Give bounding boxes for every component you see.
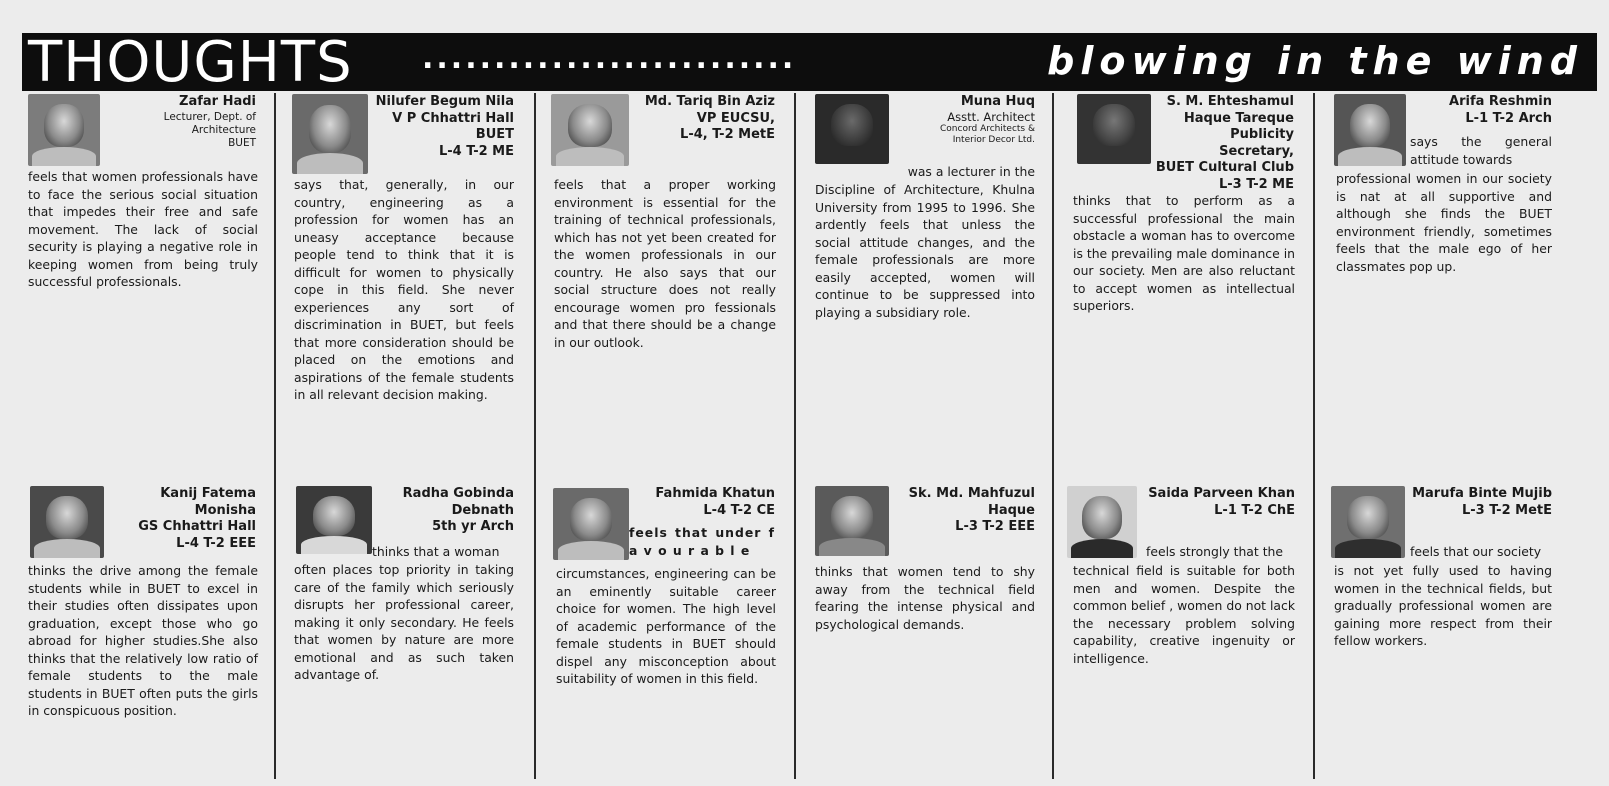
portrait-photo bbox=[1331, 486, 1405, 558]
column-divider bbox=[534, 93, 536, 779]
profile-lead: thinks that a woman bbox=[372, 544, 500, 559]
profile-role: BUET Cultural Club bbox=[1155, 160, 1294, 175]
profile-name: Radha Gobinda bbox=[402, 486, 514, 501]
profile-quote: technical field is suitable for both men and women. Despite the common belief , women do not lack the necessary problem solving capability, creative ingenuity or intelligence. bbox=[1073, 563, 1295, 666]
portrait-photo bbox=[1077, 94, 1151, 164]
profile-lead: feels that under f a v o u r a b l e bbox=[629, 525, 775, 558]
profile-quote: feels that women professionals have to face the serious social situation that impedes their free and safe movement. The lack of social security is playing a negative role in keeping women from being truly successful professionals. bbox=[28, 169, 258, 289]
profile-name: Muna Huq bbox=[960, 94, 1035, 109]
profile-quote: circumstances, engineering can be an eminently suitable career choice for women. The high level of academic performance of the female students in BUET should dispel any misconception about suitability of women in this field. bbox=[556, 566, 776, 686]
profile-quote: says that, generally, in our country, engineering as a profession for women has an uneasy acceptance because people tend to think that it is difficult for women to physically cope in this field. She never experiences any sort of discrimination in BUET, but feels that more consideration should be placed on the emotions and aspirations of the female students in all relevant decision making. bbox=[294, 177, 514, 402]
profile-name: Saida Parveen Khan bbox=[1148, 486, 1295, 501]
profile-quote: professional women in our society is nat at all supportive and although she finds the BUET environment friendly, sometimes feels that the male ego of her classmates pop up. bbox=[1336, 171, 1552, 274]
profile-name: S. M. Ehteshamul bbox=[1166, 94, 1294, 109]
profile-name: Zafar Hadi bbox=[179, 94, 256, 109]
profile-role: Haque Tareque bbox=[1183, 110, 1294, 126]
portrait-photo bbox=[815, 94, 889, 164]
column-divider bbox=[274, 93, 276, 779]
profile-lead: was a lecturer in the bbox=[907, 164, 1035, 179]
profile-role: V P Chhattri Hall bbox=[392, 110, 514, 126]
profile-role: 5th yr Arch bbox=[432, 519, 514, 534]
portrait-photo bbox=[30, 486, 104, 558]
portrait-photo bbox=[553, 488, 629, 560]
portrait-photo bbox=[815, 486, 889, 556]
profile-class: L-3 T-2 EEE bbox=[955, 519, 1035, 534]
portrait-photo bbox=[551, 94, 629, 166]
column-divider bbox=[1052, 93, 1054, 779]
profile-role: Concord Architects & bbox=[940, 123, 1035, 134]
profile-role: GS Chhattri Hall bbox=[138, 519, 256, 534]
profile-quote: often places top priority in taking care of the family which seriously disrupts her professional career, making it only secondary. He feels that women by nature are more emotional and as such taken advantage of. bbox=[294, 562, 514, 682]
profile-role: Monisha bbox=[194, 502, 256, 518]
column-divider bbox=[1313, 93, 1315, 779]
profile-role: VP EUCSU, bbox=[696, 110, 775, 126]
portrait-photo bbox=[292, 94, 368, 174]
profile-class: L-4 T-2 EEE bbox=[176, 535, 256, 551]
headline-title: THOUGHTS bbox=[28, 33, 353, 91]
profile-class: L-3 T-2 MetE bbox=[1461, 502, 1552, 518]
portrait-photo bbox=[296, 486, 372, 554]
profile-quote: Discipline of Architecture, Khulna University from 1995 to 1996. She ardently feels that unless the social attitude changes, and the female professionals are more easily accepted, women will continue to be suppressed into playing a subsidiary role. bbox=[815, 182, 1035, 320]
profile-lead: feels strongly that the bbox=[1146, 544, 1284, 559]
portrait-photo bbox=[1067, 486, 1137, 558]
profile-class: L-4 T-2 CE bbox=[703, 502, 775, 518]
profile-lead: says the general attitude towards bbox=[1410, 134, 1552, 167]
profile-role: Asstt. Architect bbox=[947, 109, 1035, 124]
profile-role: BUET bbox=[475, 127, 514, 142]
profile-class: L-3 T-2 ME bbox=[1219, 176, 1294, 192]
portrait-photo bbox=[28, 94, 100, 166]
profile-name: Fahmida Khatun bbox=[655, 486, 775, 501]
profile-role: Lecturer, Dept. of bbox=[163, 110, 256, 123]
profile-name: Nilufer Begum Nila bbox=[375, 94, 514, 109]
headline-subtitle: blowing in the wind bbox=[1047, 39, 1583, 83]
headline-dots: .......................... bbox=[422, 41, 797, 76]
profile-quote: thinks that women tend to shy away from the technical field fearing the intense physical and psychological demands. bbox=[815, 564, 1035, 632]
profile-class: L-4 T-2 ME bbox=[439, 143, 514, 159]
profile-role: Haque bbox=[987, 502, 1035, 518]
profile-lead: feels that our society bbox=[1410, 544, 1542, 559]
profile-quote: thinks that to perform as a successful professional the main obstacle a woman has to overcome is the prevailing male dominance in our society. Men are also reluctant to accept women as intellectual superiors. bbox=[1073, 193, 1295, 313]
profile-role: Architecture bbox=[191, 123, 256, 136]
profile-role: Debnath bbox=[451, 502, 514, 518]
profile-name: Arifa Reshmin bbox=[1449, 94, 1552, 109]
profile-quote: is not yet fully used to having women in the technical fields, but gradually professional women are gaining more respect from their fellow workers. bbox=[1334, 563, 1552, 648]
profile-quote: thinks the drive among the female students while in BUET to excel in their studies often dissipates upon graduation, except those who go abroad for higher studies.She also thinks that the relatively low ratio of female students to the male students in BUET often puts the girls in conspicuous position. bbox=[28, 563, 258, 718]
portrait-photo bbox=[1334, 94, 1406, 166]
profile-role: Publicity Secretary, bbox=[1219, 127, 1294, 159]
column-divider bbox=[794, 93, 796, 779]
profile-name: Kanij Fatema bbox=[160, 486, 256, 501]
profile-class: L-4, T-2 MetE bbox=[680, 127, 775, 142]
profile-quote: feels that a proper working environment is essential for the training of technical professionals, which has not yet been created for the women professionals in our country. He also says that our social structure does not really encourage women pro fessionals and that there should be a change in our outlook. bbox=[554, 177, 776, 350]
profile-class: L-1 T-2 ChE bbox=[1214, 502, 1295, 518]
headline-banner bbox=[22, 33, 1597, 91]
profile-role: Interior Decor Ltd. bbox=[952, 134, 1035, 145]
profile-class: L-1 T-2 Arch bbox=[1465, 110, 1552, 126]
profile-name: Marufa Binte Mujib bbox=[1412, 486, 1552, 501]
profile-name: Md. Tariq Bin Aziz bbox=[644, 94, 775, 109]
profile-name: Sk. Md. Mahfuzul bbox=[908, 486, 1035, 501]
profile-role: BUET bbox=[228, 136, 256, 149]
